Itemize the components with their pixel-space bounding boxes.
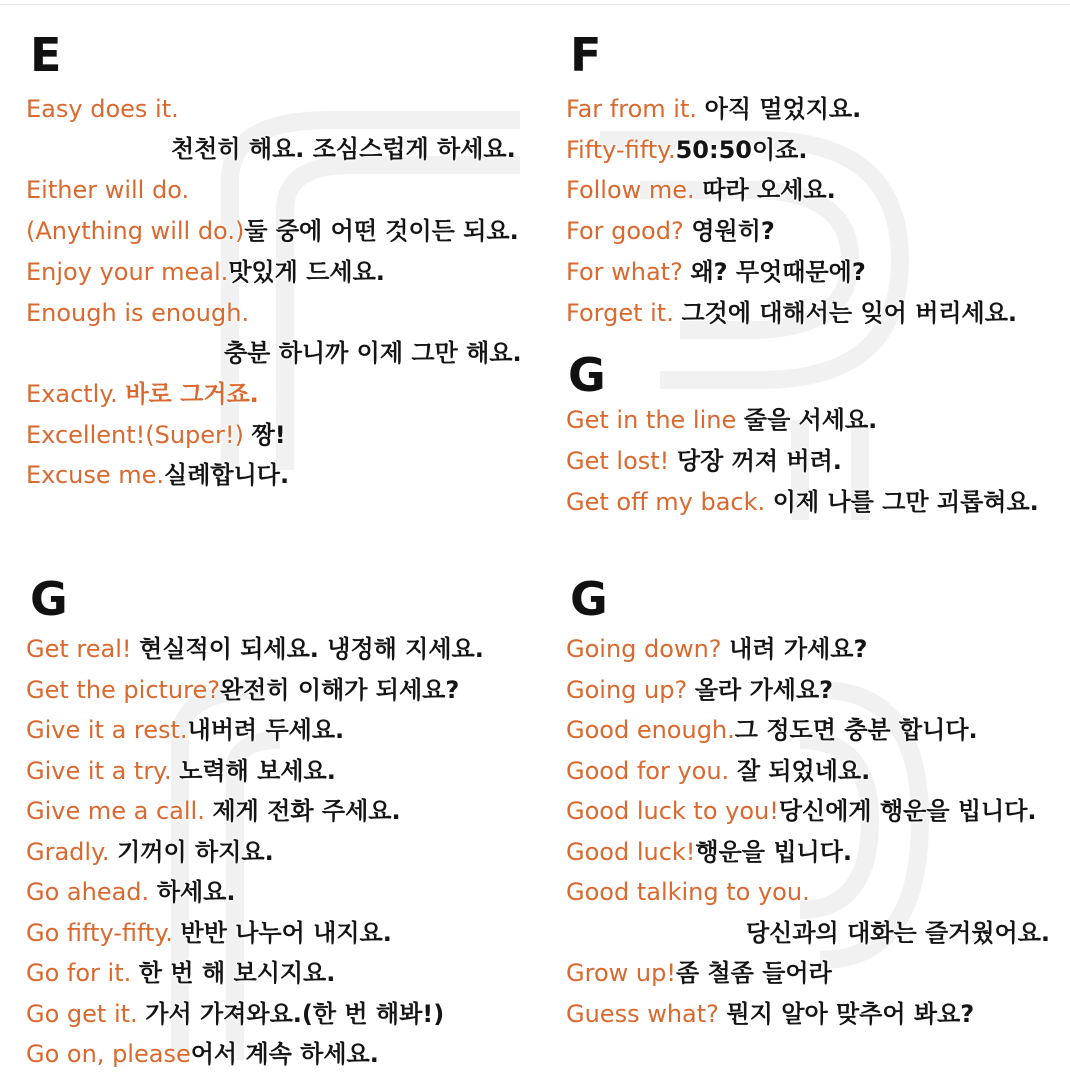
english-phrase: Grow up! (566, 959, 676, 987)
phrase-row (26, 756, 336, 786)
english-phrase: Fifty-fifty. (566, 136, 676, 164)
phrase-row (26, 675, 459, 705)
phrase-row (26, 175, 189, 205)
phrase-row (566, 487, 1039, 517)
korean-translation: 어서 계속 하세요. (190, 1040, 379, 1068)
phrase-row (26, 837, 274, 867)
english-phrase: Get the picture? (26, 676, 220, 704)
korean-translation: 영원히? (691, 217, 775, 245)
phrase-row (26, 999, 444, 1029)
phrase-row (566, 405, 877, 435)
korean-translation: 내려 가세요? (729, 635, 868, 663)
korean-translation: 따라 오세요. (702, 176, 836, 204)
korean-translation: 천천히 해요. 조심스럽게 하세요. (171, 135, 516, 163)
section-letter: E (30, 28, 62, 82)
phrase-row (26, 216, 519, 246)
phrase-row (566, 175, 836, 205)
section-letter: G (568, 348, 606, 402)
english-phrase: Gradly. (26, 838, 110, 866)
phrase-row (26, 715, 344, 745)
korean-translation: 당장 꺼져 버려. (676, 447, 842, 475)
korean-translation: 가서 가져와요.(한 번 해봐!) (145, 1000, 445, 1028)
phrase-row (26, 460, 289, 490)
korean-translation: 줄을 서세요. (743, 406, 878, 434)
korean-translation: 맛있게 드세요. (228, 258, 385, 286)
english-phrase: Good for you. (566, 757, 730, 785)
phrase-row (566, 94, 861, 124)
english-phrase: Good luck to you! (566, 797, 779, 825)
phrase-row (566, 446, 842, 476)
section-g-right (566, 574, 1066, 1044)
english-phrase: Far from it. (566, 95, 697, 123)
korean-translation: 현실적이 되세요. 냉정해 지세요. (139, 635, 484, 663)
phrase-row (566, 958, 832, 988)
phrase-row (566, 715, 978, 745)
english-phrase: Go get it. (26, 1000, 138, 1028)
phrase-row (566, 796, 1037, 826)
english-phrase: (Anything will do.) (26, 217, 245, 245)
english-phrase: Either will do. (26, 176, 190, 204)
korean-translation: 올라 가세요? (694, 676, 834, 704)
phrase-row (26, 1039, 379, 1069)
korean-translation: 50:50이죠. (675, 136, 808, 164)
korean-translation: 완전히 이해가 되세요? (219, 676, 460, 704)
korean-translation: 노력해 보세요. (179, 757, 336, 785)
phrase-row (566, 298, 1017, 328)
phrase-row (566, 216, 775, 246)
phrase-row (26, 634, 484, 664)
korean-translation: 그 정도면 충분 합니다. (734, 716, 978, 744)
korean-translation: 행운을 빕니다. (695, 838, 852, 866)
korean-translation: 둘 중에 어떤 것이든 되요. (244, 217, 519, 245)
korean-translation: 한 번 해 보시지요. (138, 959, 336, 987)
phrase-row (26, 257, 385, 287)
phrase-row (566, 675, 833, 705)
phrase-row (566, 135, 807, 165)
section-f (566, 30, 1066, 330)
korean-translation: 뭔지 알아 맞추어 봐요? (726, 1000, 975, 1028)
english-phrase: Easy does it. (26, 95, 179, 123)
section-g-left (26, 574, 546, 1079)
phrase-row (566, 756, 870, 786)
section-letter: F (570, 28, 602, 82)
english-phrase: Follow me. (566, 176, 695, 204)
english-phrase: Exactly. (26, 380, 118, 408)
korean-translation: 반반 나누어 내지요. (180, 919, 392, 947)
english-phrase: Good luck! (566, 838, 696, 866)
english-phrase: Go fifty-fifty. (26, 919, 173, 947)
phrase-row (26, 877, 235, 907)
phrase-row (566, 877, 810, 907)
english-phrase: Go on, please (26, 1040, 191, 1068)
english-phrase: For what? (566, 258, 683, 286)
english-phrase: Go ahead. (26, 878, 150, 906)
phrase-row (26, 918, 392, 948)
english-phrase: Get off my back. (566, 488, 766, 516)
korean-translation: 아직 멀었지요. (704, 95, 862, 123)
korean-translation: 왜? 무엇때문에? (690, 258, 866, 286)
phrase-row (26, 379, 259, 409)
english-phrase: Forget it. (566, 299, 674, 327)
section-e (26, 30, 546, 500)
english-phrase: For good? (566, 217, 684, 245)
english-phrase: Get lost! (566, 447, 670, 475)
section-g-top (566, 350, 1066, 525)
phrase-row (26, 420, 286, 450)
english-phrase: Get in the line (566, 406, 737, 434)
english-phrase: Give it a rest. (26, 716, 188, 744)
english-phrase: Excellent!(Super!) (26, 421, 244, 449)
korean-translation: 잘 되었네요. (736, 757, 871, 785)
korean-translation: 하세요. (156, 878, 236, 906)
english-phrase: Going down? (566, 635, 722, 663)
korean-translation: 그것에 대해서는 잊어 버리세요. (681, 299, 1018, 327)
korean-translation: 내버려 두세요. (187, 716, 345, 744)
english-phrase: Excuse me. (26, 461, 165, 489)
phrase-row (26, 958, 335, 988)
english-phrase: Enough is enough. (26, 299, 250, 327)
english-phrase: Get real! (26, 635, 132, 663)
phrase-row (224, 338, 522, 368)
phrase-row (566, 837, 852, 867)
korean-translation: 실례합니다. (164, 461, 290, 489)
korean-translation: 당신과의 대화는 즐거웠어요. (746, 919, 1051, 947)
phrase-row (746, 918, 1050, 948)
english-phrase: Good enough. (566, 716, 735, 744)
phrase-row (566, 634, 867, 664)
korean-translation: 이제 나를 그만 괴롭혀요. (772, 488, 1039, 516)
korean-translation: 짱! (251, 421, 286, 449)
phrase-row (171, 134, 516, 164)
english-phrase: Enjoy your meal. (26, 258, 229, 286)
korean-translation: 충분 하니까 이제 그만 해요. (224, 339, 522, 367)
phrase-row (566, 999, 974, 1029)
phrase-row (26, 298, 249, 328)
english-phrase: Give me a call. (26, 797, 205, 825)
english-phrase: Go for it. (26, 959, 132, 987)
english-phrase: Guess what? (566, 1000, 719, 1028)
korean-translation: 기꺼이 하지요. (117, 838, 274, 866)
phrase-row (26, 796, 401, 826)
section-letter: G (570, 572, 608, 626)
section-letter: G (30, 572, 68, 626)
english-phrase: Good talking to you. (566, 878, 810, 906)
phrase-row (566, 257, 866, 287)
korean-translation: 제게 전화 주세요. (212, 797, 401, 825)
phrase-row (26, 94, 179, 124)
english-phrase: Give it a try. (26, 757, 172, 785)
korean-translation: 좀 철좀 들어라 (675, 959, 832, 987)
korean-translation: 당신에게 행운을 빕니다. (778, 797, 1037, 825)
korean-translation: 바로 그거죠. (125, 380, 259, 408)
english-phrase: Going up? (566, 676, 688, 704)
